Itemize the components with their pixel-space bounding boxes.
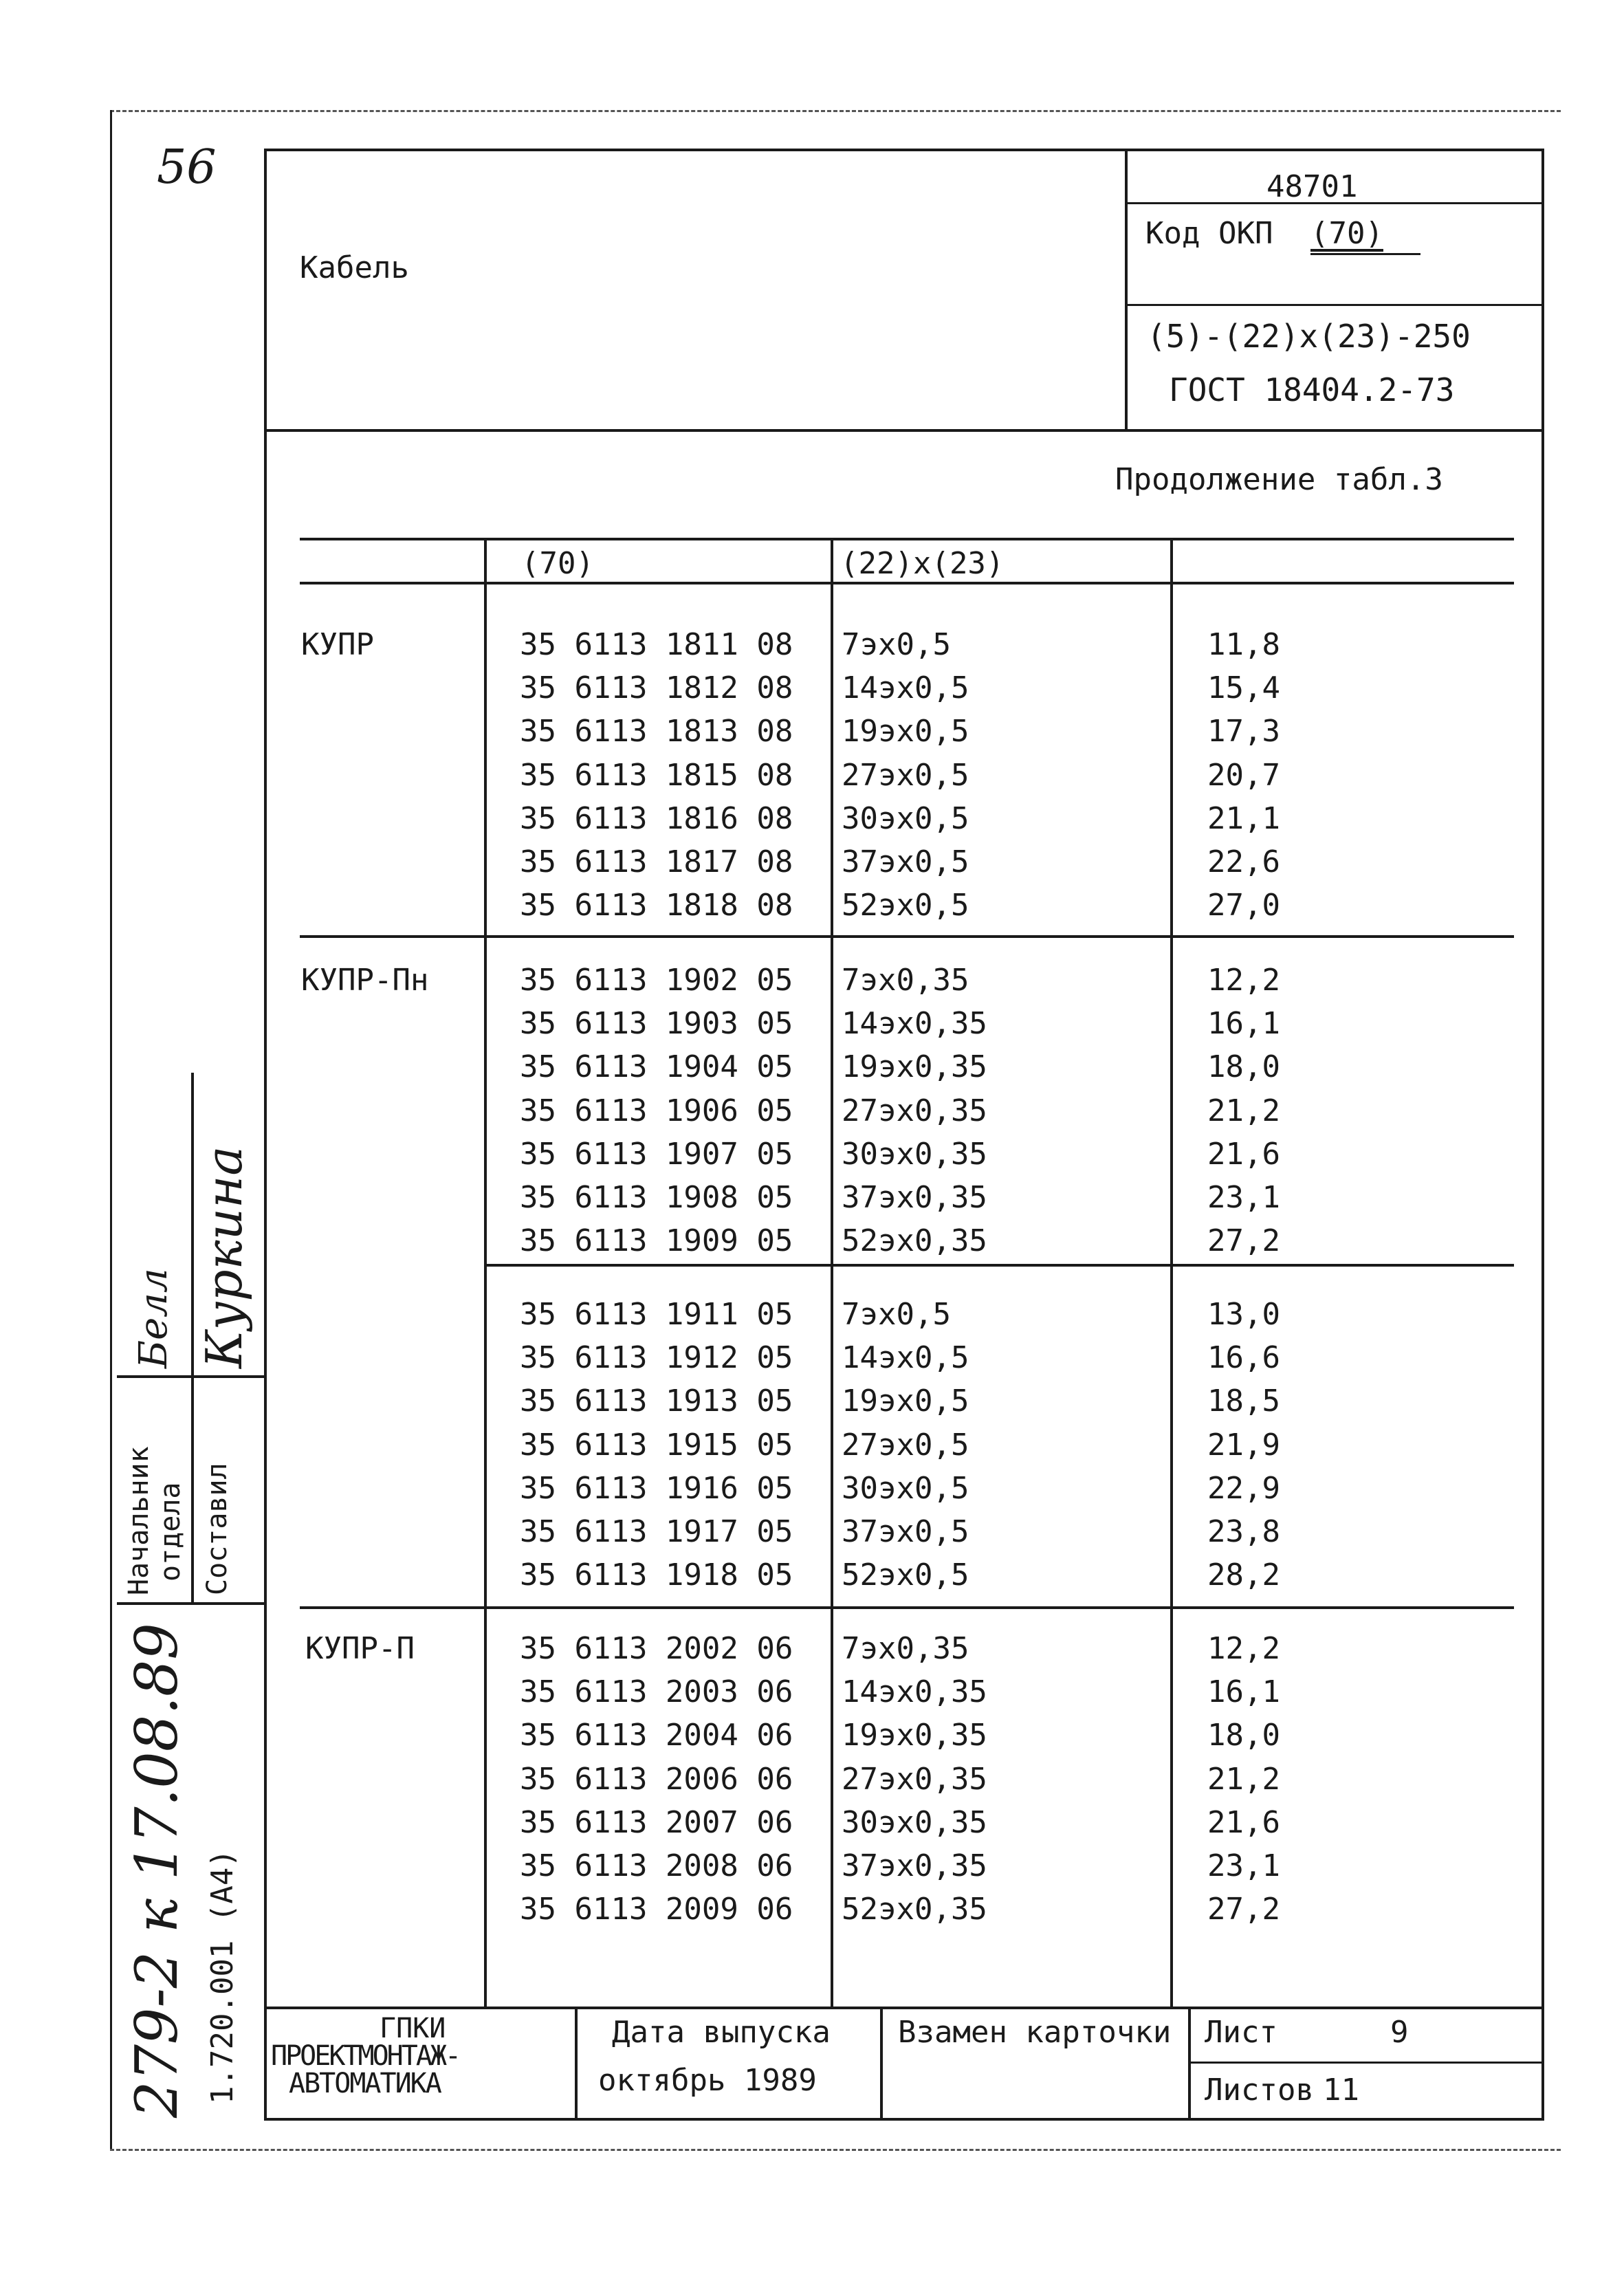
compiled-by-label: Составил — [201, 1463, 233, 1595]
sheet-number: 9 — [1390, 2015, 1409, 2050]
table-cell: 19эх0,35 — [842, 1049, 987, 1084]
bottom-scan-edge — [110, 2149, 1561, 2151]
sheets-total: 11 — [1323, 2073, 1359, 2108]
table-cell: 18,5 — [1207, 1384, 1280, 1419]
table-cell: 23,8 — [1207, 1514, 1280, 1549]
product-title: Кабель — [300, 250, 409, 285]
table-cell: 27,2 — [1207, 1223, 1280, 1258]
group-name-kupr-pn: КУПР-Пн — [301, 963, 429, 998]
sheet-label: Лист — [1205, 2015, 1277, 2050]
table-cell: 7эх0,35 — [842, 963, 969, 998]
group-divider-2 — [485, 1264, 1514, 1267]
group-divider-3 — [300, 1606, 1514, 1609]
col-header-size: (22)x(23) — [840, 546, 1005, 581]
document-format: 1.720.001 (А4) — [205, 1849, 240, 2104]
footer-col-2 — [880, 2007, 883, 2121]
table-cell: 23,1 — [1207, 1848, 1280, 1883]
org-line-2: ПРОЕКТМОНТАЖ- — [271, 2040, 460, 2072]
table-cell: 30эх0,5 — [842, 801, 969, 836]
table-row: 35 6113 1811 08 — [520, 627, 793, 662]
table-row: 35 6113 2007 06 — [520, 1805, 793, 1840]
table-header-line — [300, 582, 1514, 584]
table-cell: 14эх0,5 — [842, 670, 969, 706]
table-row: 35 6113 2003 06 — [520, 1674, 793, 1709]
table-col-line-2 — [831, 538, 833, 2007]
table-cell: 16,6 — [1207, 1340, 1280, 1375]
table-cell: 22,9 — [1207, 1471, 1280, 1506]
table-row: 35 6113 1918 05 — [520, 1557, 793, 1593]
head-of-dept-label-2: отдела — [155, 1482, 186, 1582]
table-cell: 27эх0,5 — [842, 758, 969, 793]
footer-col-3 — [1188, 2007, 1191, 2121]
table-cell: 52эх0,5 — [842, 1557, 969, 1593]
table-cell: 16,1 — [1207, 1006, 1280, 1041]
okp-value-underline — [1310, 253, 1420, 255]
table-row: 35 6113 1816 08 — [520, 801, 793, 836]
table-cell: 7эх0,35 — [842, 1631, 969, 1666]
table-cell: 27эх0,5 — [842, 1428, 969, 1463]
table-cell: 20,7 — [1207, 758, 1280, 793]
top-scan-edge — [110, 110, 1561, 112]
footer-top-line — [264, 2007, 1544, 2009]
table-cell: 27эх0,35 — [842, 1762, 987, 1797]
table-cell: 12,2 — [1207, 1631, 1280, 1666]
org-line-3: АВТОМАТИКА — [289, 2068, 441, 2099]
sheets-label: Листов — [1205, 2073, 1314, 2108]
designation: (5)-(22)x(23)-250 — [1147, 318, 1471, 355]
table-cell: 23,1 — [1207, 1180, 1280, 1215]
table-cell: 17,3 — [1207, 714, 1280, 749]
table-cell: 11,8 — [1207, 627, 1280, 662]
table-cell: 37эх0,5 — [842, 844, 969, 879]
group-name-kupr: КУПР — [301, 627, 374, 662]
table-row: 35 6113 1902 05 — [520, 963, 793, 998]
head-of-dept-label: Начальник — [123, 1446, 155, 1595]
footer-col-1 — [575, 2007, 578, 2121]
table-cell: 22,6 — [1207, 844, 1280, 879]
table-row: 35 6113 1813 08 — [520, 714, 793, 749]
okp-value: (70) — [1310, 216, 1383, 251]
table-cell: 16,1 — [1207, 1674, 1280, 1709]
table-row: 35 6113 1909 05 — [520, 1223, 793, 1258]
table-cell: 14эх0,5 — [842, 1340, 969, 1375]
table-row: 35 6113 1818 08 — [520, 888, 793, 923]
table-cell: 18,0 — [1207, 1718, 1280, 1753]
header-divider — [264, 429, 1544, 432]
table-cell: 13,0 — [1207, 1297, 1280, 1332]
table-row: 35 6113 1812 08 — [520, 670, 793, 706]
table-row: 35 6113 1815 08 — [520, 758, 793, 793]
table-row: 35 6113 1915 05 — [520, 1428, 793, 1463]
table-cell: 7эх0,5 — [842, 627, 951, 662]
table-cell: 14эх0,35 — [842, 1674, 987, 1709]
table-cell: 52эх0,35 — [842, 1223, 987, 1258]
table-cell: 21,9 — [1207, 1428, 1280, 1463]
group-divider-1 — [300, 935, 1514, 938]
table-row: 35 6113 2002 06 — [520, 1631, 793, 1666]
table-row: 35 6113 2009 06 — [520, 1892, 793, 1927]
table-row: 35 6113 1912 05 — [520, 1340, 793, 1375]
okp-label: Код ОКП — [1145, 216, 1273, 251]
table-row: 35 6113 2008 06 — [520, 1848, 793, 1883]
table-cell: 19эх0,35 — [842, 1718, 987, 1753]
table-row: 35 6113 1913 05 — [520, 1384, 793, 1419]
table-row: 35 6113 1916 05 — [520, 1471, 793, 1506]
table-cell: 18,0 — [1207, 1049, 1280, 1084]
standard: ГОСТ 18404.2-73 — [1169, 371, 1455, 408]
table-row: 35 6113 1906 05 — [520, 1093, 793, 1128]
page-number: 56 — [157, 140, 217, 195]
replaces-card-label: Взамен карточки — [898, 2015, 1172, 2050]
table-cell: 52эх0,5 — [842, 888, 969, 923]
table-col-line-3 — [1170, 538, 1173, 2007]
table-row: 35 6113 1817 08 — [520, 844, 793, 879]
header-code: 48701 — [1266, 169, 1358, 204]
table-row: 35 6113 2004 06 — [520, 1718, 793, 1753]
table-row: 35 6113 1907 05 — [520, 1137, 793, 1172]
table-cell: 30эх0,5 — [842, 1471, 969, 1506]
table-cell: 30эх0,35 — [842, 1805, 987, 1840]
table-cell: 21,6 — [1207, 1137, 1280, 1172]
table-cell: 15,4 — [1207, 670, 1280, 706]
table-cell: 52эх0,35 — [842, 1892, 987, 1927]
table-cell: 21,6 — [1207, 1805, 1280, 1840]
table-cell: 21,2 — [1207, 1762, 1280, 1797]
table-cell: 14эх0,35 — [842, 1006, 987, 1041]
table-cell: 28,2 — [1207, 1557, 1280, 1593]
table-cell: 12,2 — [1207, 963, 1280, 998]
side-line-1 — [117, 1375, 264, 1378]
table-row: 35 6113 1908 05 — [520, 1180, 793, 1215]
table-cell: 19эх0,5 — [842, 1384, 969, 1419]
side-col-line — [191, 1073, 194, 1602]
table-row: 35 6113 1911 05 — [520, 1297, 793, 1332]
head-signature: Белл — [131, 1268, 176, 1368]
table-row: 35 6113 1904 05 — [520, 1049, 793, 1084]
table-cell: 37эх0,35 — [842, 1180, 987, 1215]
header-okp-divider — [1125, 304, 1544, 306]
table-cell: 7эх0,5 — [842, 1297, 951, 1332]
footer-sheet-divider — [1188, 2062, 1544, 2064]
table-col-line-1 — [484, 538, 487, 2007]
table-cell: 37эх0,5 — [842, 1514, 969, 1549]
table-cell: 27эх0,35 — [842, 1093, 987, 1128]
table-cell: 27,0 — [1207, 888, 1280, 923]
table-row: 35 6113 2006 06 — [520, 1762, 793, 1797]
table-cell: 30эх0,35 — [842, 1137, 987, 1172]
header-vertical-divider — [1125, 149, 1128, 429]
table-cell: 21,2 — [1207, 1093, 1280, 1128]
side-line-2 — [117, 1602, 264, 1605]
table-cell: 27,2 — [1207, 1892, 1280, 1927]
table-row: 35 6113 1917 05 — [520, 1514, 793, 1549]
table-cell: 19эх0,5 — [842, 714, 969, 749]
handwritten-stamp: 279-2 к 17.08.89 — [123, 1623, 190, 2118]
left-scan-edge — [110, 110, 112, 2149]
group-name-kupr-p: КУПР-П — [305, 1631, 415, 1666]
release-date-value: октябрь 1989 — [598, 2063, 817, 2098]
release-date-label: Дата выпуска — [612, 2015, 831, 2050]
table-cell: 21,1 — [1207, 801, 1280, 836]
table-top-line — [300, 538, 1514, 540]
col-header-code: (70) — [521, 546, 594, 581]
table-row: 35 6113 1903 05 — [520, 1006, 793, 1041]
org-line-1: ГПКИ — [380, 2013, 446, 2044]
compiler-signature: Куркина — [195, 1146, 253, 1368]
table-cell: 37эх0,35 — [842, 1848, 987, 1883]
continuation-label: Продолжение табл.3 — [1115, 462, 1443, 497]
